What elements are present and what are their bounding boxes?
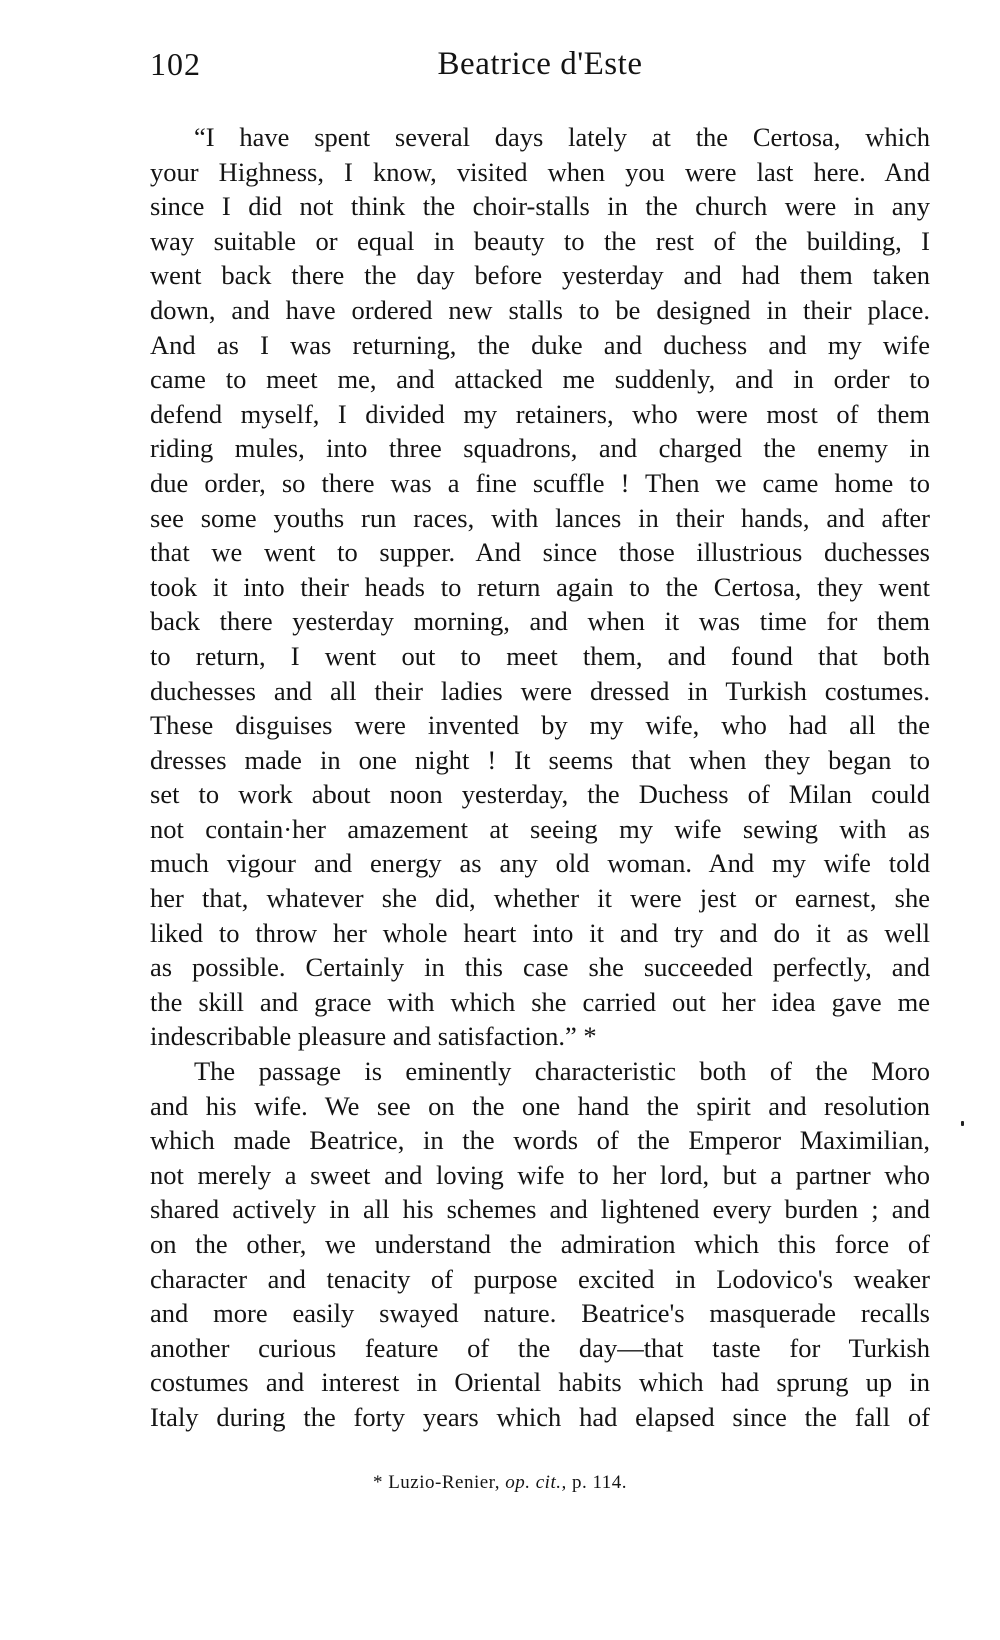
text-line: on the other, we understand the admiration which this force of — [150, 1229, 930, 1259]
text-line: and his wife. We see on the one hand the spirit and resolution — [150, 1090, 930, 1121]
body-text — [150, 120, 930, 1435]
footnote — [0, 1472, 1000, 1494]
footnote-marker: * — [372, 1472, 383, 1493]
text-line: riding mules, into three squadrons, and charged the enemy in — [150, 433, 930, 464]
text-line: and more easily swayed nature. Beatrice's masquerade recalls — [150, 1298, 930, 1329]
text-line: These disguises were invented by my wife, who had all the — [150, 710, 930, 741]
text-line: And as I was returning, the duke and duchess and my wife — [150, 329, 930, 360]
text-line: costumes and interest in Oriental habits which had sprung up in — [150, 1367, 930, 1398]
text-line: see some youths run races, with lances in their hands, and after — [150, 502, 930, 533]
text-line: which made Beatrice, in the words of the Emperor Maximilian, — [150, 1125, 930, 1156]
footnote-author: Luzio-Renier, — [388, 1472, 500, 1493]
text-line: character and tenacity of purpose excited in Lodovico's weaker — [150, 1263, 930, 1294]
text-line: your Highness, I know, visited when you were last here. And — [150, 156, 930, 187]
text-line: down, and have ordered new stalls to be designed in their place. — [150, 294, 930, 325]
text-line: not merely a sweet and loving wife to her lord, but a partner who — [150, 1159, 930, 1190]
text-line: another curious feature of the day—that taste for Turkish — [150, 1332, 930, 1363]
text-line: Italy during the forty years which had elapsed since the fall of — [150, 1401, 930, 1432]
text-line: indescribable pleasure and satisfaction.” * — [150, 1021, 597, 1052]
text-line: the skill and grace with which she carried out her idea gave me — [150, 986, 930, 1017]
text-line: came to meet me, and attacked me suddenly, and in order to — [150, 364, 930, 395]
text-line: since I did not think the choir-stalls in the church were in any — [150, 191, 930, 222]
footnote-ref: op. cit., — [505, 1472, 567, 1493]
text-line: duchesses and all their ladies were dressed in Turkish costumes. — [150, 675, 930, 706]
text-line: dresses made in one night ! It seems that when they began to — [150, 744, 930, 775]
footnote-page: p. 114. — [571, 1472, 628, 1493]
text-line: back there yesterday morning, and when it was time for them — [150, 606, 930, 637]
text-line: way suitable or equal in beauty to the rest of the building, I — [150, 225, 930, 256]
text-line: set to work about noon yesterday, the Duchess of Milan could — [150, 779, 930, 810]
running-head — [150, 46, 930, 94]
text-line: due order, so there was a fine scuffle ! Then we came home to — [150, 467, 930, 498]
text-line: went back there the day before yesterday and had them taken — [150, 260, 930, 291]
page-number: 102 — [150, 46, 201, 82]
text-line: that we went to supper. And since those illustrious duchesses — [150, 537, 930, 568]
text-line: as possible. Certainly in this case she succeeded perfectly, and — [150, 952, 930, 983]
text-line: liked to throw her whole heart into it and try and do it as well — [150, 917, 930, 948]
text-line: took it into their heads to return again to the Certosa, they went — [150, 571, 930, 602]
text-line: shared actively in all his schemes and lightened every burden ; and — [150, 1194, 930, 1225]
text-line: defend myself, I divided my retainers, who were most of them — [150, 398, 930, 429]
text-line: to return, I went out to meet them, and found that both — [150, 640, 930, 671]
text-line: “I have spent several days lately at the Certosa, which — [194, 122, 930, 152]
text-line: The passage is eminently characteristic both of the Moro — [194, 1056, 930, 1087]
margin-mark — [961, 1121, 964, 1126]
text-line: much vigour and energy as any old woman. And my wife told — [150, 848, 930, 879]
text-line: her that, whatever she did, whether it were jest or earnest, she — [150, 883, 930, 914]
text-line: not contain·her amazement at seeing my wife sewing with as — [150, 813, 930, 844]
running-title: Beatrice d'Este — [437, 46, 643, 82]
